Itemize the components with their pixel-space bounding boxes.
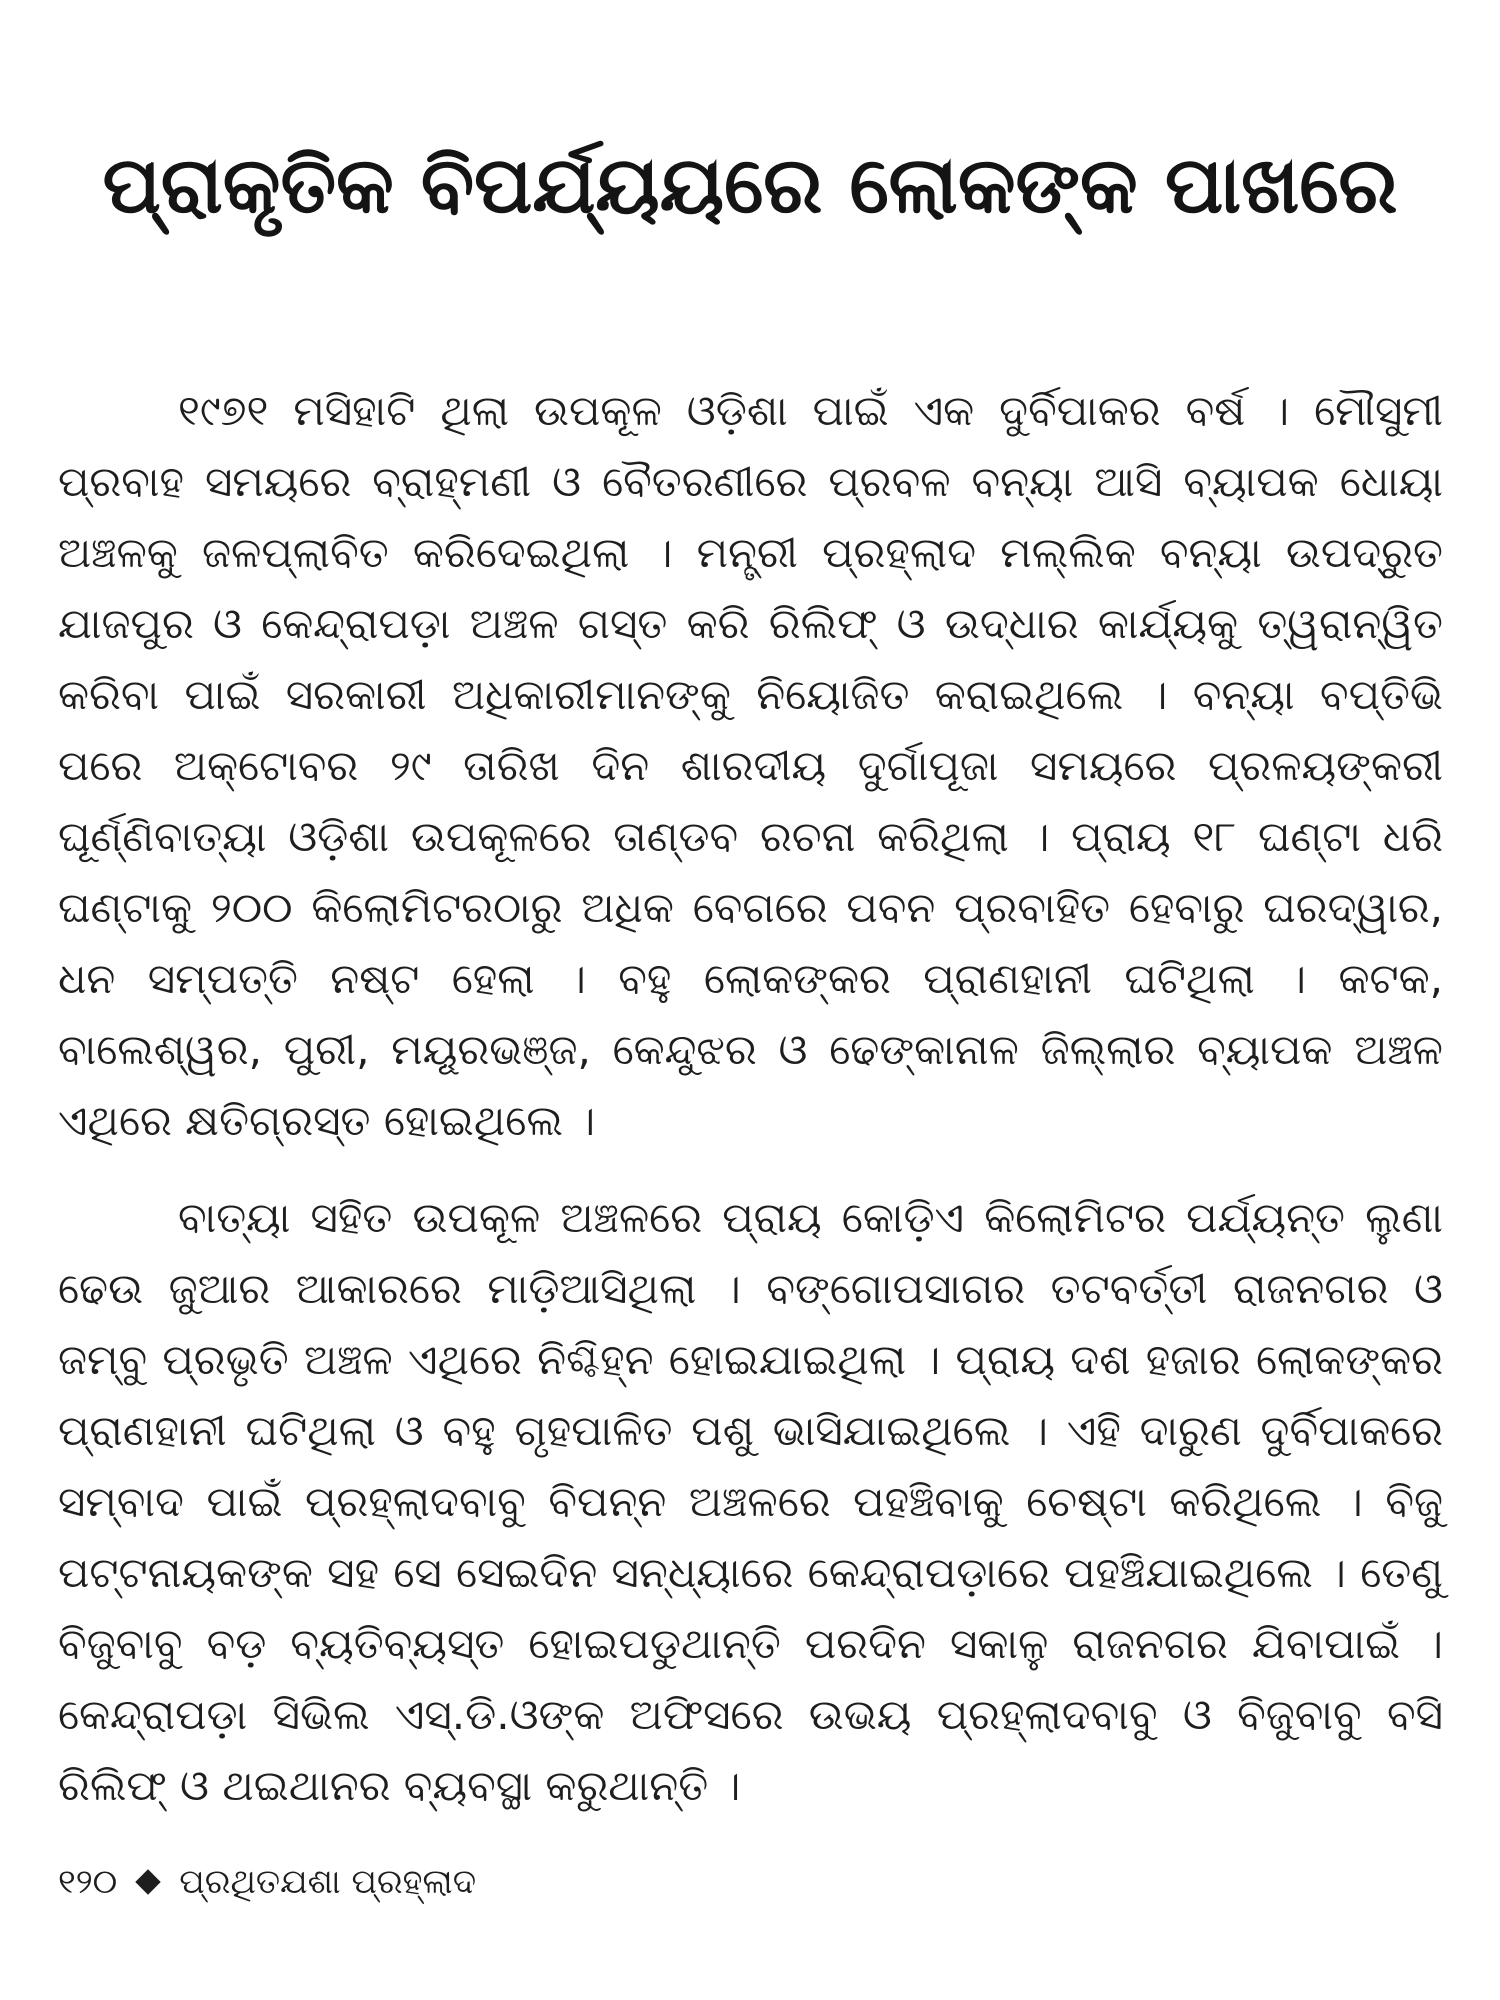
book-title: ପ୍ରଥିତଯଶା ପ୍ରହ୍ଲାଦ <box>179 1862 477 1902</box>
body-text <box>58 375 1443 1847</box>
paragraph-2: ବାତ୍ୟା ସହିତ ଉପକୂଳ ଅଞ୍ଚଳରେ ପ୍ରାୟ କୋଡ଼ିଏ କିଲୋମିଟର ପର୍ଯ୍ୟନ୍ତ ଲୁଣା ଢେଉ ଜୁଆର ଆକାରରେ ମାଡ଼ିଆସିଥିଲା । ବଙ୍ଗୋପସାଗର ତଟବର୍ତ୍ତୀ ରାଜନଗର ଓ ଜମ୍ବୁ ପ୍ରଭୃତି ଅଞ୍ଚଳ ଏଥିରେ ନିଶ୍ଚିହ୍ନ ହୋଇଯାଇଥିଲା । ପ୍ରାୟ ଦଶ ହଜାର ଲୋକଙ୍କର ପ୍ରାଣହାନୀ ଘଟିଥିଲା ଓ ବହୁ ଗୃହପାଳିତ ପଶୁ ଭାସିଯାଇଥିଲେ । ଏହି ଦାରୁଣ ଦୁର୍ବିପାକରେ ସମ୍ବାଦ ପାଇଁ ପ୍ରହ୍ଲାଦବାବୁ ବିପନ୍ନ ଅଞ୍ଚଳରେ ପହଞ୍ଚିବାକୁ ଚେଷ୍ଟା କରିଥିଲେ । ବିଜୁ ପଟ୍ଟନାୟକଙ୍କ ସହ ସେ ସେଇଦିନ ସନ୍ଧ୍ୟାରେ କେନ୍ଦ୍ରାପଡ଼ାରେ ପହଞ୍ଚିଯାଇଥିଲେ । ତେଣୁ ବିଜୁବାବୁ ବଡ଼ ବ୍ୟତିବ୍ୟସ୍ତ ହୋଇପଡୁଥାନ୍ତି ପରଦିନ ସକାଳୁ ରାଜନଗର ଯିବାପାଇଁ । କେନ୍ଦ୍ରାପଡ଼ା ସିଭିଲ ଏସ୍.ଡି.ଓଙ୍କ ଅଫିସରେ ଉଭୟ ପ୍ରହ୍ଲାଦବାବୁ ଓ ବିଜୁବାବୁ ବସି ରିଲିଫ୍ ଓ ଥଇଥାନର ବ୍ୟବସ୍ଥା କରୁଥାନ୍ତି । <box>58 1193 1443 1810</box>
chapter-title: ପ୍ରାକୃତିକ ବିପର୍ଯ୍ୟୟରେ ଲୋକଙ୍କ ପାଖରେ <box>102 141 1398 231</box>
paragraph-1: ୧୯୭୧ ମସିହାଟି ଥିଲା ଉପକୂଳ ଓଡ଼ିଶା ପାଇଁ ଏକ ଦୁର୍ବିପାକର ବର୍ଷ । ମୌସୁମୀ ପ୍ରବାହ ସମୟରେ ବ୍ରାହ୍ମଣୀ ଓ ବୈତରଣୀରେ ପ୍ରବଳ ବନ୍ୟା ଆସି ବ୍ୟାପକ ଧୋୟା ଅଞ୍ଚଳକୁ ଜଳପ୍ଲାବିତ କରିଦେଇଥିଲା । ମନ୍ତ୍ରୀ ପ୍ରହ୍ଲାଦ ମଲ୍ଲିକ ବନ୍ୟା ଉପଦ୍ରୁତ ଯାଜପୁର ଓ କେନ୍ଦ୍ରାପଡ଼ା ଅଞ୍ଚଳ ଗସ୍ତ କରି ରିଲିଫ୍ ଓ ଉଦ୍ଧାର କାର୍ଯ୍ୟକୁ ତ୍ୱରାନ୍ୱିତ କରିବା ପାଇଁ ସରକାରୀ ଅଧିକାରୀମାନଙ୍କୁ ନିୟୋଜିତ କରାଇଥିଲେ । ବନ୍ୟା ବପ୍ତିଭି ପରେ ଅକ୍ଟୋବର ୨୯ ତାରିଖ ଦିନ ଶାରଦୀୟ ଦୁର୍ଗାପୂଜା ସମୟରେ ପ୍ରଳୟଙ୍କରୀ ଘୂର୍ଣ୍ଣିବାତ୍ୟା ଓଡ଼ିଶା ଉପକୂଳରେ ତାଣ୍ଡବ ରଚନା କରିଥିଲା । ପ୍ରାୟ ୧୮ ଘଣ୍ଟା ଧରି ଘଣ୍ଟାକୁ ୨୦୦ କିଲୋମିଟରଠାରୁ ଅଧିକ ବେଗରେ ପବନ ପ୍ରବାହିତ ହେବାରୁ ଘରଦ୍ୱାର, ଧନ ସମ୍ପତ୍ତି ନଷ୍ଟ ହେଲା । ବହୁ ଲୋକଙ୍କର ପ୍ରାଣହାନୀ ଘଟିଥିଲା । କଟକ, ବାଲେଶ୍ୱର, ପୁରୀ, ମୟୂରଭଞ୍ଜ, କେନ୍ଦୁଝର ଓ ଢେଙ୍କାନାଳ ଜିଲ୍ଲାର ବ୍ୟାପକ ଅଞ୍ଚଳ ଏଥିରେ କ୍ଷତିଗ୍ରସ୍ତ ହୋଇଥିଲେ । <box>58 386 1443 1145</box>
page-footer <box>58 1860 476 1904</box>
page-number: ୧୨୦ <box>58 1862 118 1902</box>
diamond-separator-icon <box>136 1869 161 1894</box>
